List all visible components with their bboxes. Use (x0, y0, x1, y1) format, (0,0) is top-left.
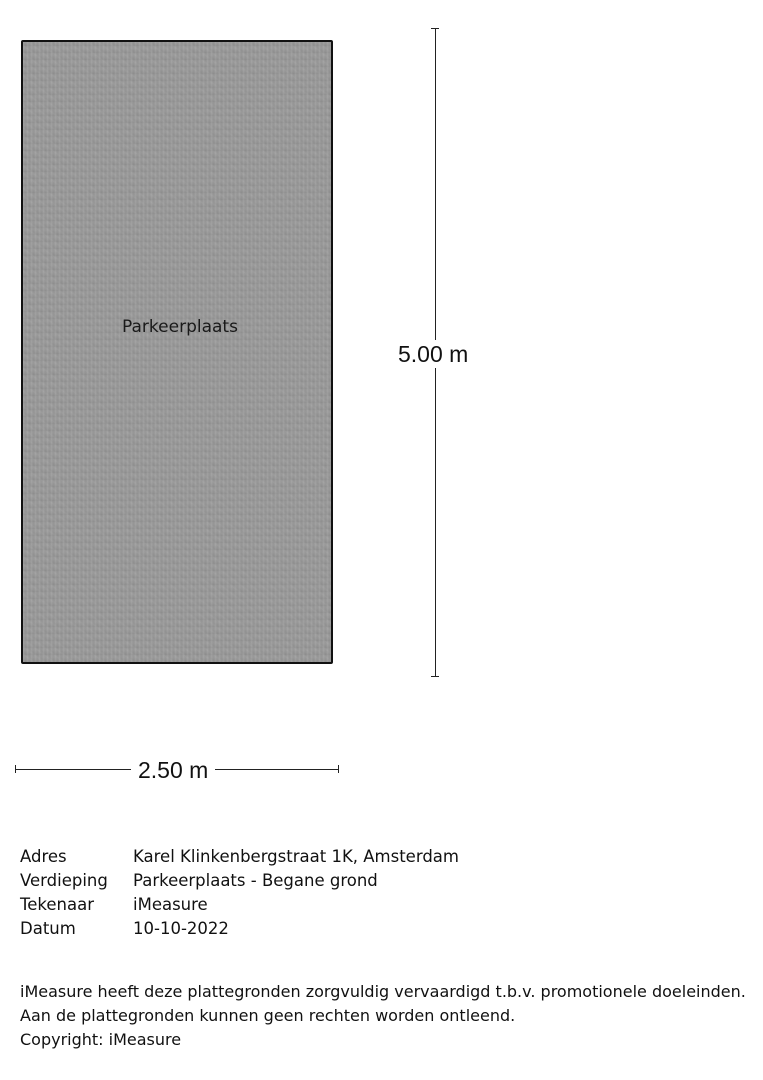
height-dimension-cap-bottom (431, 676, 439, 677)
info-row-date (20, 917, 459, 941)
info-value: iMeasure (133, 895, 208, 914)
height-dimension-label: 5.00 m (398, 341, 469, 367)
info-value: Karel Klinkenbergstraat 1K, Amsterdam (133, 847, 459, 866)
property-info (20, 845, 459, 941)
width-dimension-label: 2.50 m (131, 756, 215, 784)
width-dimension-cap-left (15, 765, 16, 773)
info-value: 10-10-2022 (133, 919, 229, 938)
copyright-line: Copyright: iMeasure (20, 1030, 182, 1049)
height-dimension-cap-top (431, 28, 439, 29)
info-row-floor (20, 869, 459, 893)
info-label: Datum (20, 919, 76, 938)
info-label: Verdieping (20, 871, 108, 890)
room-parkeerplaats (21, 40, 333, 664)
room-label: Parkeerplaats (122, 317, 238, 337)
disclaimer-line: Aan de plattegronden kunnen geen rechten worden ontleend. (20, 1006, 516, 1025)
info-row-address (20, 845, 459, 869)
info-value: Parkeerplaats - Begane grond (133, 871, 378, 890)
info-label: Adres (20, 847, 67, 866)
disclaimer-line: iMeasure heeft deze plattegronden zorgvuldig vervaardigd t.b.v. promotionele doeleinden. (20, 982, 746, 1001)
info-label: Tekenaar (20, 895, 95, 914)
width-dimension-cap-right (338, 765, 339, 773)
disclaimer (20, 980, 746, 1052)
info-row-drawer (20, 893, 459, 917)
